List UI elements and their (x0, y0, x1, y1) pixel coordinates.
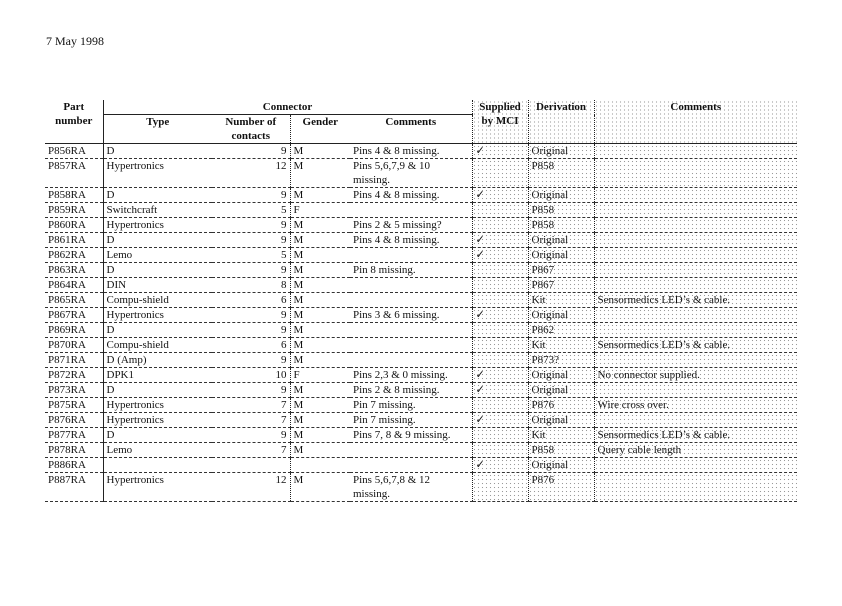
contacts-cell: 9 (212, 428, 290, 443)
supplied-check-cell: ✓ (472, 233, 528, 248)
contacts-cell: 9 (212, 144, 290, 159)
type-cell: DIN (103, 278, 212, 293)
table-row (45, 159, 797, 188)
connector-table (45, 100, 797, 502)
part-number-cell: P875RA (45, 398, 103, 413)
supplied-check-cell (472, 398, 528, 413)
contacts-cell: 7 (212, 413, 290, 428)
contacts-cell: 7 (212, 443, 290, 458)
table-row (45, 233, 797, 248)
gender-cell: M (290, 308, 350, 323)
table-row (45, 218, 797, 233)
comments-right-cell (594, 263, 797, 278)
comments-right-cell: Sensormedics LED’s & cable. (594, 428, 797, 443)
part-number-cell: P860RA (45, 218, 103, 233)
contacts-cell: 9 (212, 323, 290, 338)
comments-cell: Pins 7, 8 & 9 missing. (350, 428, 472, 443)
supplied-check-cell: ✓ (472, 368, 528, 383)
table-row (45, 248, 797, 263)
header-supplied-by: Supplied by MCI (472, 100, 528, 144)
comments-right-cell: Sensormedics LED’s & cable. (594, 338, 797, 353)
part-number-cell: P856RA (45, 144, 103, 159)
contacts-cell: 9 (212, 263, 290, 278)
header-connector: Connector (103, 100, 472, 115)
comments-right-cell: Wire cross over. (594, 398, 797, 413)
gender-cell: F (290, 368, 350, 383)
comments-right-cell (594, 248, 797, 263)
contacts-cell: 5 (212, 248, 290, 263)
table-row (45, 458, 797, 473)
comments-right-cell (594, 233, 797, 248)
type-cell: Switchcraft (103, 203, 212, 218)
supplied-check-cell (472, 203, 528, 218)
table-row (45, 293, 797, 308)
supplied-check-cell (472, 278, 528, 293)
comments-cell (350, 458, 472, 473)
header-number-of-contacts: Number of contacts (212, 115, 290, 144)
part-number-cell: P872RA (45, 368, 103, 383)
comments-right-cell (594, 188, 797, 203)
comments-cell (350, 278, 472, 293)
derivation-cell: Original (528, 233, 594, 248)
supplied-check-cell (472, 159, 528, 188)
comments-cell: Pins 2 & 5 missing? (350, 218, 472, 233)
derivation-cell: Original (528, 413, 594, 428)
type-cell: Lemo (103, 248, 212, 263)
comments-cell: Pins 4 & 8 missing. (350, 144, 472, 159)
supplied-check-cell: ✓ (472, 144, 528, 159)
supplied-check-cell: ✓ (472, 413, 528, 428)
type-cell: DPK1 (103, 368, 212, 383)
contacts-cell: 7 (212, 398, 290, 413)
gender-cell: M (290, 144, 350, 159)
comments-cell: Pin 8 missing. (350, 263, 472, 278)
gender-cell: M (290, 323, 350, 338)
type-cell: D (103, 188, 212, 203)
comments-right-cell (594, 458, 797, 473)
supplied-check-cell: ✓ (472, 458, 528, 473)
derivation-cell: Original (528, 188, 594, 203)
contacts-cell: 6 (212, 293, 290, 308)
derivation-cell: Original (528, 308, 594, 323)
contacts-cell: 12 (212, 473, 290, 502)
type-cell: D (103, 383, 212, 398)
part-number-cell: P857RA (45, 159, 103, 188)
comments-right-cell (594, 413, 797, 428)
header-gender: Gender (290, 115, 350, 144)
table-row (45, 338, 797, 353)
comments-cell: Pins 3 & 6 missing. (350, 308, 472, 323)
gender-cell: M (290, 443, 350, 458)
contacts-cell: 12 (212, 159, 290, 188)
table-row (45, 368, 797, 383)
part-number-cell: P864RA (45, 278, 103, 293)
table-row (45, 278, 797, 293)
table-row (45, 398, 797, 413)
comments-cell (350, 443, 472, 458)
part-number-cell: P876RA (45, 413, 103, 428)
type-cell: Lemo (103, 443, 212, 458)
derivation-cell: P858 (528, 218, 594, 233)
gender-cell: M (290, 278, 350, 293)
contacts-cell: 9 (212, 383, 290, 398)
comments-cell (350, 353, 472, 368)
comments-cell (350, 248, 472, 263)
supplied-check-cell (472, 353, 528, 368)
supplied-check-cell (472, 473, 528, 502)
derivation-cell: P858 (528, 159, 594, 188)
comments-cell (350, 338, 472, 353)
type-cell: Hypertronics (103, 159, 212, 188)
part-number-cell: P878RA (45, 443, 103, 458)
comments-cell: Pins 2 & 8 missing. (350, 383, 472, 398)
comments-right-cell: Sensormedics LED’s & cable. (594, 293, 797, 308)
gender-cell: M (290, 293, 350, 308)
comments-cell: Pins 4 & 8 missing. (350, 233, 472, 248)
gender-cell: M (290, 188, 350, 203)
type-cell: D (103, 263, 212, 278)
derivation-cell: P876 (528, 398, 594, 413)
derivation-cell: P876 (528, 473, 594, 502)
comments-cell: Pins 5,6,7,9 & 10 missing. (350, 159, 472, 188)
gender-cell: F (290, 203, 350, 218)
comments-right-cell (594, 159, 797, 188)
contacts-cell: 9 (212, 218, 290, 233)
part-number-cell: P873RA (45, 383, 103, 398)
derivation-cell: P862 (528, 323, 594, 338)
table-row (45, 473, 797, 502)
contacts-cell: 8 (212, 278, 290, 293)
type-cell: Hypertronics (103, 413, 212, 428)
contacts-cell: 9 (212, 188, 290, 203)
supplied-check-cell (472, 443, 528, 458)
gender-cell: M (290, 248, 350, 263)
comments-right-cell (594, 473, 797, 502)
comments-right-cell (594, 383, 797, 398)
supplied-check-cell (472, 293, 528, 308)
comments-right-cell (594, 353, 797, 368)
part-number-cell: P867RA (45, 308, 103, 323)
type-cell: D (103, 428, 212, 443)
type-cell: Hypertronics (103, 218, 212, 233)
contacts-cell: 10 (212, 368, 290, 383)
comments-cell (350, 203, 472, 218)
contacts-cell: 9 (212, 308, 290, 323)
part-number-cell: P858RA (45, 188, 103, 203)
type-cell: Hypertronics (103, 473, 212, 502)
comments-cell: Pins 2,3 & 0 missing. (350, 368, 472, 383)
derivation-cell: P867 (528, 278, 594, 293)
derivation-cell: Kit (528, 428, 594, 443)
header-comments: Comments (350, 115, 472, 144)
table-row (45, 428, 797, 443)
gender-cell: M (290, 383, 350, 398)
gender-cell: M (290, 413, 350, 428)
table-row (45, 144, 797, 159)
contacts-cell: 9 (212, 233, 290, 248)
comments-right-cell: Query cable length (594, 443, 797, 458)
table-row (45, 443, 797, 458)
derivation-cell: P873? (528, 353, 594, 368)
gender-cell: M (290, 159, 350, 188)
supplied-check-cell (472, 338, 528, 353)
header-derivation: Derivation (528, 100, 594, 144)
derivation-cell: Kit (528, 293, 594, 308)
comments-right-cell (594, 144, 797, 159)
part-number-cell: P871RA (45, 353, 103, 368)
type-cell: Hypertronics (103, 398, 212, 413)
part-number-cell: P859RA (45, 203, 103, 218)
comments-right-cell (594, 278, 797, 293)
type-cell: Hypertronics (103, 308, 212, 323)
comments-right-cell (594, 323, 797, 338)
comments-right-cell: No connector supplied. (594, 368, 797, 383)
supplied-check-cell: ✓ (472, 248, 528, 263)
type-cell: Compu-shield (103, 293, 212, 308)
type-cell (103, 458, 212, 473)
supplied-check-cell (472, 263, 528, 278)
derivation-cell: Original (528, 248, 594, 263)
gender-cell: M (290, 233, 350, 248)
table-row (45, 353, 797, 368)
supplied-check-cell: ✓ (472, 308, 528, 323)
comments-right-cell (594, 203, 797, 218)
derivation-cell: Original (528, 383, 594, 398)
part-number-cell: P870RA (45, 338, 103, 353)
gender-cell: M (290, 398, 350, 413)
comments-right-cell (594, 308, 797, 323)
header-comments-right: Comments (594, 100, 797, 144)
part-number-cell: P863RA (45, 263, 103, 278)
part-number-cell: P861RA (45, 233, 103, 248)
part-number-cell: P869RA (45, 323, 103, 338)
table-row (45, 308, 797, 323)
derivation-cell: P867 (528, 263, 594, 278)
supplied-check-cell (472, 428, 528, 443)
part-number-cell: P887RA (45, 473, 103, 502)
supplied-check-cell (472, 218, 528, 233)
table-row (45, 203, 797, 218)
contacts-cell: 9 (212, 353, 290, 368)
contacts-cell (212, 458, 290, 473)
gender-cell: M (290, 428, 350, 443)
table-row (45, 323, 797, 338)
supplied-check-cell: ✓ (472, 383, 528, 398)
gender-cell: M (290, 353, 350, 368)
type-cell: D (103, 144, 212, 159)
derivation-cell: P858 (528, 203, 594, 218)
supplied-check-cell (472, 323, 528, 338)
derivation-cell: P858 (528, 443, 594, 458)
contacts-cell: 5 (212, 203, 290, 218)
comments-right-cell (594, 218, 797, 233)
derivation-cell: Original (528, 368, 594, 383)
contacts-cell: 6 (212, 338, 290, 353)
gender-cell: M (290, 263, 350, 278)
comments-cell (350, 293, 472, 308)
derivation-cell: Original (528, 458, 594, 473)
part-number-cell: P886RA (45, 458, 103, 473)
table-row (45, 263, 797, 278)
document-date: 7 May 1998 (46, 34, 104, 48)
comments-cell: Pin 7 missing. (350, 413, 472, 428)
gender-cell: M (290, 338, 350, 353)
table-row (45, 188, 797, 203)
type-cell: Compu-shield (103, 338, 212, 353)
supplied-check-cell: ✓ (472, 188, 528, 203)
header-type: Type (103, 115, 212, 144)
part-number-cell: P862RA (45, 248, 103, 263)
derivation-cell: Kit (528, 338, 594, 353)
table-row (45, 413, 797, 428)
type-cell: D (Amp) (103, 353, 212, 368)
comments-cell (350, 323, 472, 338)
type-cell: D (103, 233, 212, 248)
comments-cell: Pin 7 missing. (350, 398, 472, 413)
part-number-cell: P877RA (45, 428, 103, 443)
gender-cell (290, 458, 350, 473)
gender-cell: M (290, 473, 350, 502)
type-cell: D (103, 323, 212, 338)
table-row (45, 383, 797, 398)
derivation-cell: Original (528, 144, 594, 159)
comments-cell: Pins 5,6,7,8 & 12 missing. (350, 473, 472, 502)
gender-cell: M (290, 218, 350, 233)
part-number-cell: P865RA (45, 293, 103, 308)
comments-cell: Pins 4 & 8 missing. (350, 188, 472, 203)
header-part-number: Part number (45, 100, 103, 144)
